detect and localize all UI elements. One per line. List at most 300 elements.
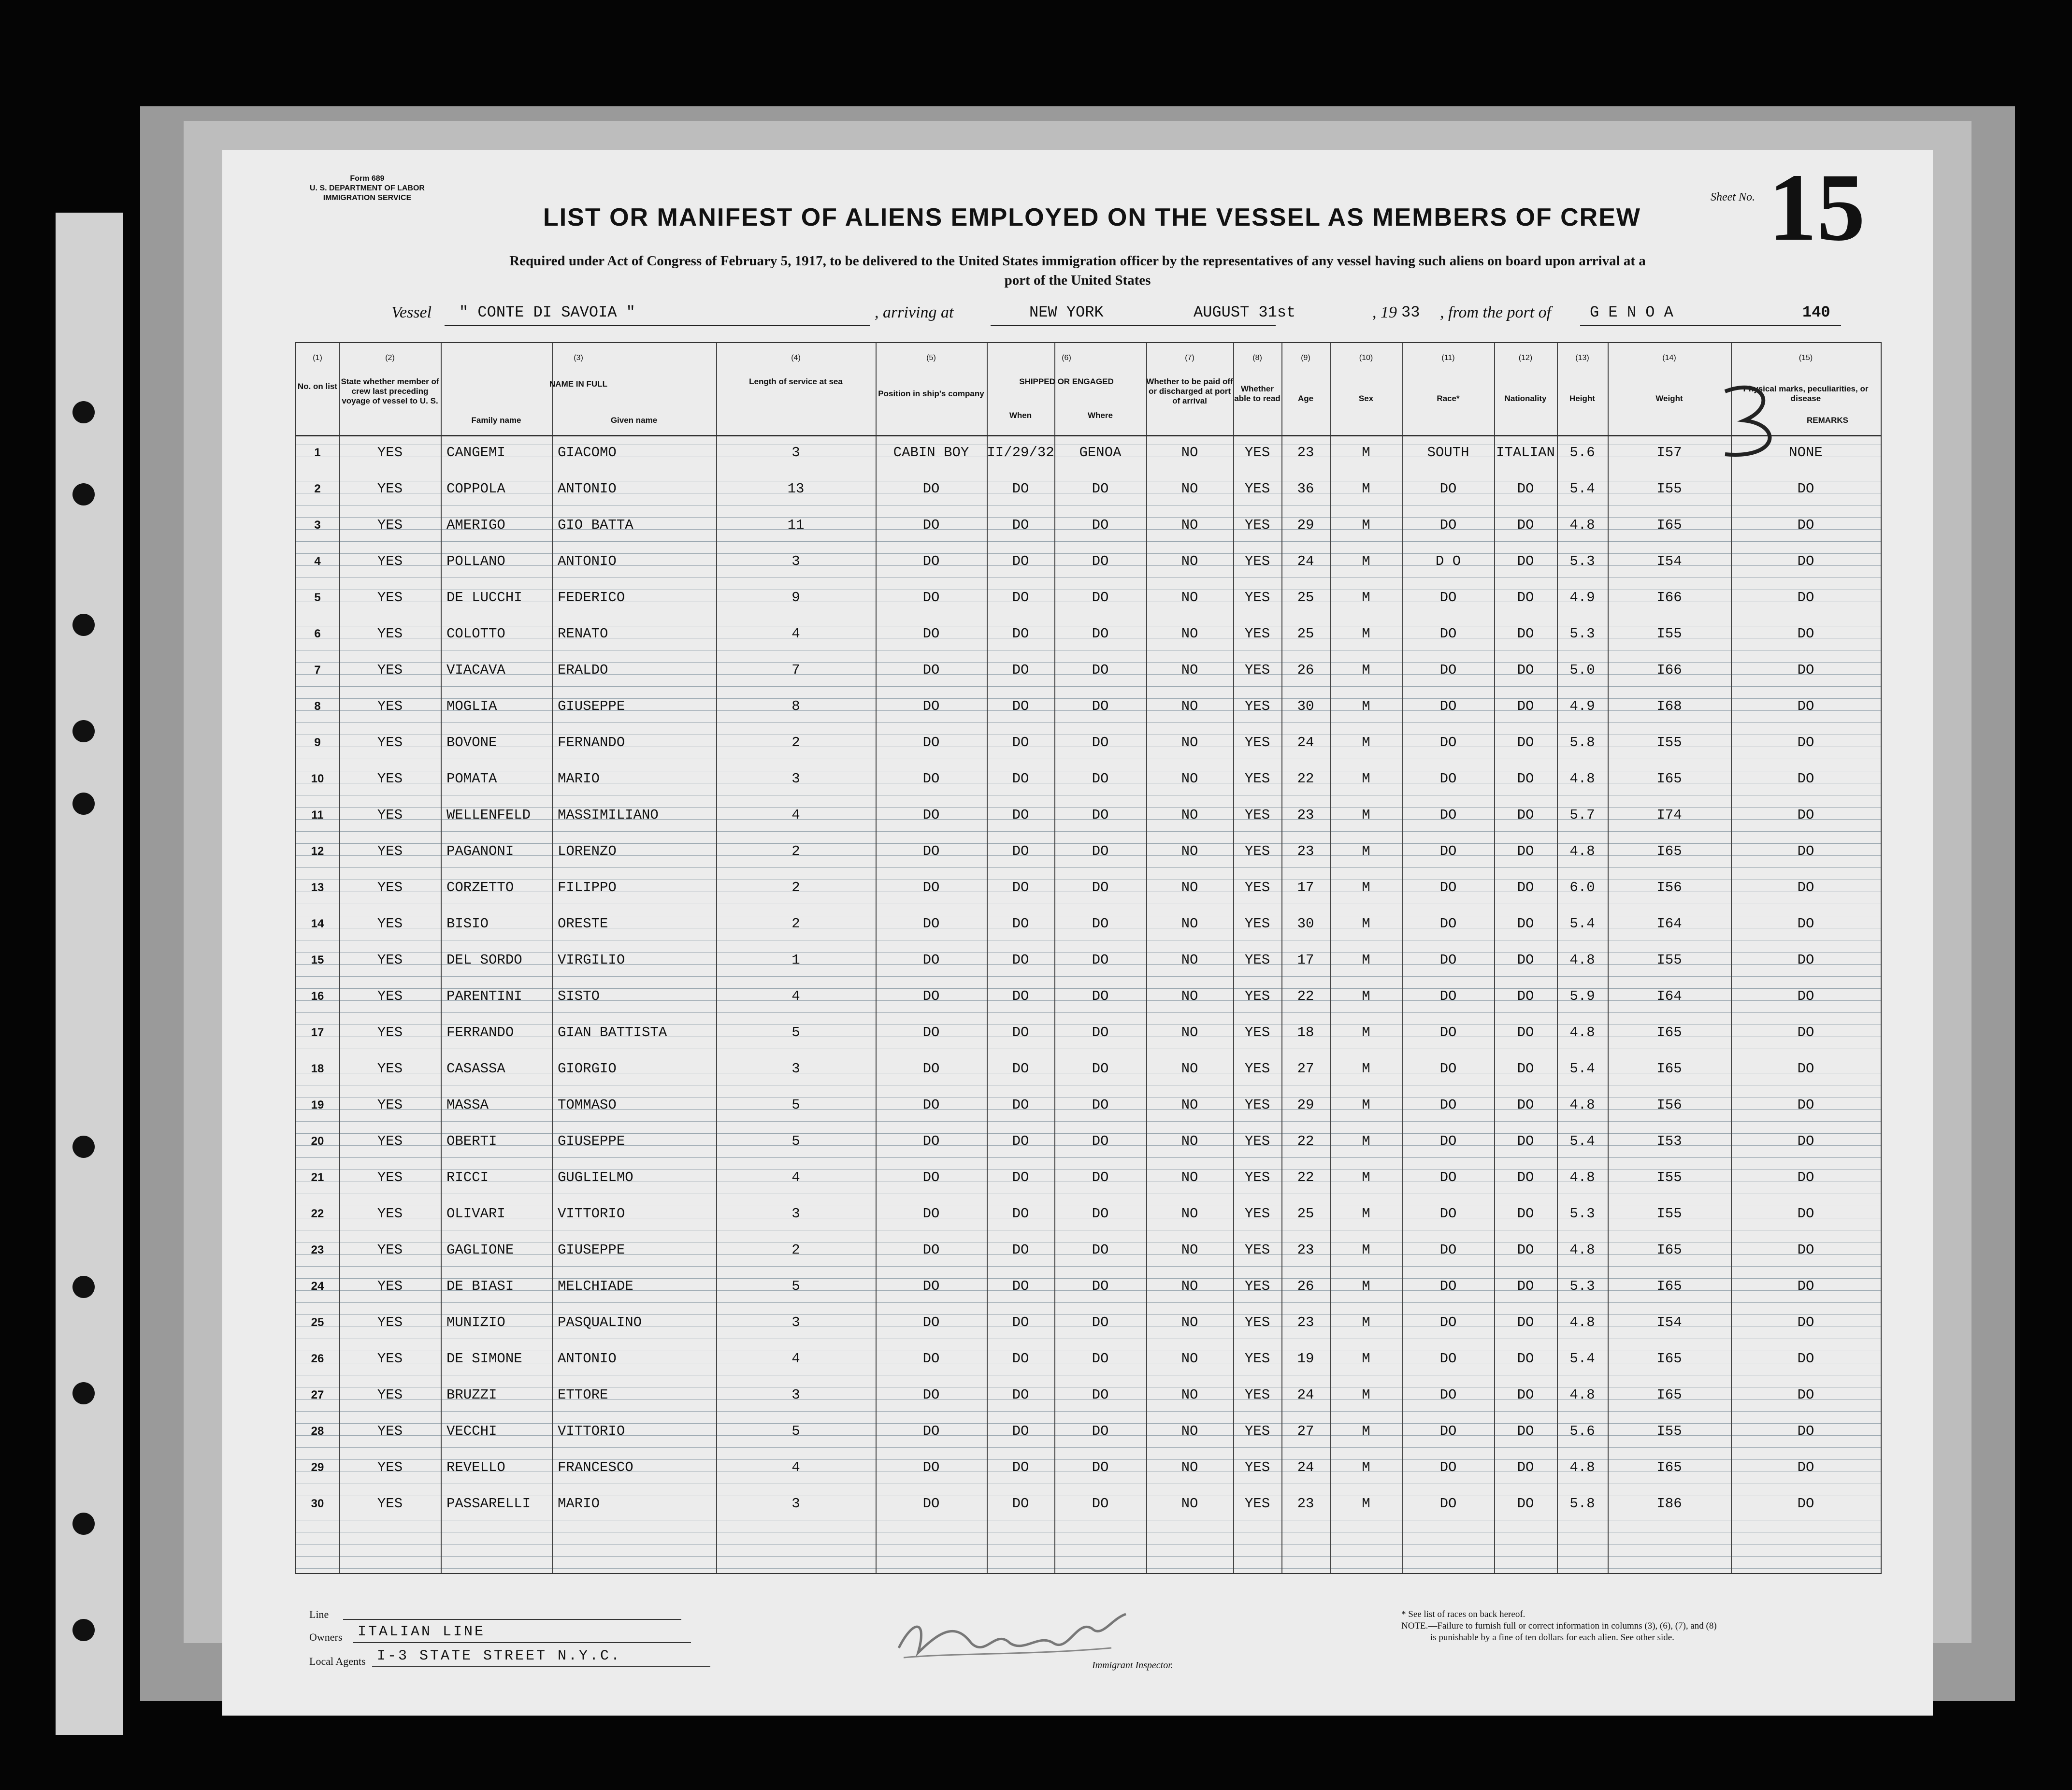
given-name: MARIO [558,1496,600,1512]
given-name: GIAN BATTISTA [558,1025,667,1040]
height: 5.3 [1569,553,1595,569]
nationality: DO [1517,1351,1534,1367]
age: 17 [1297,952,1314,968]
able-to-read: YES [1244,445,1270,461]
length-of-service: 2 [791,880,800,895]
sex: M [1362,735,1370,751]
member-last-voyage: YES [377,1459,403,1475]
nationality: DO [1517,916,1534,932]
height: 4.9 [1569,698,1595,714]
weight: I55 [1656,735,1682,751]
given-name: TOMMASO [558,1097,617,1113]
column-number: (2) [385,354,395,362]
paid-off: NO [1181,698,1198,714]
weight: I53 [1656,1133,1682,1149]
race: DO [1439,843,1457,859]
age: 23 [1297,1242,1314,1258]
family-name: PASSARELLI [446,1496,531,1512]
shipped-where: DO [1092,1097,1109,1113]
member-last-voyage: YES [377,698,403,714]
header-length-of-service: Length of service at sea [749,377,843,386]
nationality: DO [1517,1387,1534,1403]
race: D O [1435,553,1461,569]
nationality: ITALIAN [1496,445,1555,461]
shipped-where: DO [1092,952,1109,968]
shipped-when: DO [1012,771,1029,787]
form-line: Form 689 [350,174,385,183]
length-of-service: 3 [791,1387,800,1403]
nationality: DO [1517,952,1534,968]
row-number: 20 [311,1135,324,1148]
nationality: DO [1517,1061,1534,1077]
physical-marks: DO [1797,1351,1814,1367]
shipped-when: DO [1012,1387,1029,1403]
sex: M [1362,1314,1370,1330]
race: DO [1439,590,1457,606]
able-to-read: YES [1244,1387,1270,1403]
paid-off: NO [1181,481,1198,497]
position: DO [922,698,940,714]
paid-off: NO [1181,1423,1198,1439]
age: 36 [1297,481,1314,497]
shipped-where: DO [1092,553,1109,569]
position: DO [922,807,940,823]
physical-marks: DO [1797,1242,1814,1258]
race: DO [1439,1423,1457,1439]
weight: I86 [1656,1496,1682,1512]
member-last-voyage: YES [377,735,403,751]
family-name: RICCI [446,1169,489,1185]
shipped-when: DO [1012,1025,1029,1040]
able-to-read: YES [1244,1133,1270,1149]
length-of-service: 4 [791,988,800,1004]
able-to-read: YES [1244,553,1270,569]
length-of-service: 3 [791,1314,800,1330]
race: DO [1439,1278,1457,1294]
weight: I55 [1656,952,1682,968]
position: DO [922,735,940,751]
sex: M [1362,553,1370,569]
paid-off: NO [1181,916,1198,932]
age: 22 [1297,1169,1314,1185]
shipped-when: DO [1012,1169,1029,1185]
length-of-service: 8 [791,698,800,714]
age: 23 [1297,1314,1314,1330]
age: 24 [1297,553,1314,569]
shipped-where: DO [1092,916,1109,932]
shipped-when: DO [1012,916,1029,932]
arriving-label: , arriving at [875,303,954,321]
column-number: (12) [1518,354,1533,362]
physical-marks: DO [1797,1061,1814,1077]
shipped-when: DO [1012,590,1029,606]
shipped-when: DO [1012,698,1029,714]
column-number: (1) [313,354,322,362]
row-number: 29 [311,1461,324,1474]
length-of-service: 5 [791,1025,800,1040]
shipped-when: DO [1012,880,1029,895]
age: 26 [1297,662,1314,678]
row-number: 14 [311,917,324,930]
paid-off: NO [1181,1387,1198,1403]
weight: I55 [1656,1206,1682,1222]
rule-line [296,1447,1881,1448]
nationality: DO [1517,1278,1534,1294]
shipped-when: DO [1012,843,1029,859]
header-remarks: REMARKS [1807,416,1848,425]
row-number: 9 [314,736,321,749]
race: DO [1439,1314,1457,1330]
shipped-where: DO [1092,843,1109,859]
position: DO [922,626,940,642]
length-of-service: 3 [791,1496,800,1512]
nationality: DO [1517,1133,1534,1149]
given-name: FERNANDO [558,735,625,751]
race: DO [1439,626,1457,642]
arrival-year: 33 [1401,303,1420,321]
rule-line [296,722,1881,723]
column-number: (13) [1575,354,1589,362]
physical-marks: DO [1797,988,1814,1004]
member-last-voyage: YES [377,807,403,823]
paid-off: NO [1181,553,1198,569]
sex: M [1362,1423,1370,1439]
length-of-service: 5 [791,1097,800,1113]
family-name: FERRANDO [446,1025,514,1040]
member-last-voyage: YES [377,1169,403,1185]
shipped-where: DO [1092,517,1109,533]
length-of-service: 11 [787,517,805,533]
race: DO [1439,481,1457,497]
family-name: COPPOLA [446,481,505,497]
paid-off: NO [1181,1459,1198,1475]
given-name: GIACOMO [558,445,617,461]
length-of-service: 3 [791,445,800,461]
vessel-label: Vessel [391,303,432,321]
sex: M [1362,1278,1370,1294]
weight: I66 [1656,662,1682,678]
given-name: GIORGIO [558,1061,617,1077]
sex: M [1362,1133,1370,1149]
shipped-where: DO [1092,662,1109,678]
shipped-where: DO [1092,1351,1109,1367]
position: DO [922,1133,940,1149]
race: SOUTH [1427,445,1469,461]
header-where: Where [1088,411,1113,420]
physical-marks: DO [1797,807,1814,823]
family-name: BRUZZI [446,1387,497,1403]
nationality: DO [1517,1242,1534,1258]
race: DO [1439,1206,1457,1222]
position: DO [922,517,940,533]
length-of-service: 2 [791,1242,800,1258]
shipped-when: DO [1012,553,1029,569]
paid-off: NO [1181,445,1198,461]
weight: I56 [1656,1097,1682,1113]
length-of-service: 3 [791,553,800,569]
weight: I65 [1656,1387,1682,1403]
family-name: BISIO [446,916,489,932]
height: 4.8 [1569,1459,1595,1475]
header-able-to-read: Whether able to read [1234,384,1281,403]
sex: M [1362,1351,1370,1367]
sex: M [1362,1061,1370,1077]
row-number: 30 [311,1497,324,1510]
sex: M [1362,916,1370,932]
shipped-where: DO [1092,1314,1109,1330]
given-name: FRANCESCO [558,1459,633,1475]
rule-line [296,1012,1881,1013]
position: CABIN BOY [893,445,969,461]
row-number: 5 [314,591,321,604]
height: 4.9 [1569,590,1595,606]
header-nationality: Nationality [1504,394,1547,403]
family-name: BOVONE [446,735,497,751]
binder-hole [72,1619,95,1641]
weight: I65 [1656,1025,1682,1040]
able-to-read: YES [1244,807,1270,823]
race: DO [1439,880,1457,895]
height: 5.4 [1569,916,1595,932]
able-to-read: YES [1244,1459,1270,1475]
physical-marks: DO [1797,771,1814,787]
position: DO [922,1351,940,1367]
position: DO [922,988,940,1004]
shipped-when: DO [1012,1133,1029,1149]
length-of-service: 3 [791,1061,800,1077]
length-of-service: 3 [791,771,800,787]
able-to-read: YES [1244,771,1270,787]
row-number: 8 [314,700,321,713]
subtitle [290,251,1865,290]
member-last-voyage: YES [377,952,403,968]
position: DO [922,662,940,678]
family-name: WELLENFELD [446,807,531,823]
row-number: 23 [311,1243,324,1256]
nationality: DO [1517,1206,1534,1222]
paid-off: NO [1181,735,1198,751]
member-last-voyage: YES [377,1025,403,1040]
given-name: FEDERICO [558,590,625,606]
shipped-where: DO [1092,988,1109,1004]
position: DO [922,1278,940,1294]
length-of-service: 4 [791,807,800,823]
able-to-read: YES [1244,1242,1270,1258]
shipped-where: DO [1092,1133,1109,1149]
physical-marks: DO [1797,1496,1814,1512]
rule-line [296,1568,1881,1569]
able-to-read: YES [1244,1206,1270,1222]
binder-hole [72,793,95,815]
family-name: CASASSA [446,1061,505,1077]
age: 30 [1297,698,1314,714]
physical-marks: DO [1797,553,1814,569]
weight: I65 [1656,1061,1682,1077]
age: 30 [1297,916,1314,932]
given-name: MELCHIADE [558,1278,633,1294]
weight: I64 [1656,916,1682,932]
sex: M [1362,626,1370,642]
age: 25 [1297,626,1314,642]
column-number: (14) [1662,354,1676,362]
length-of-service: 1 [791,952,800,968]
departure-port: G E N O A [1590,303,1673,321]
family-name: GAGLIONE [446,1242,514,1258]
column-number: (5) [926,354,936,362]
age: 22 [1297,771,1314,787]
paid-off: NO [1181,1278,1198,1294]
shipped-where: DO [1092,1061,1109,1077]
given-name: SISTO [558,988,600,1004]
row-number: 27 [311,1388,324,1401]
able-to-read: YES [1244,1097,1270,1113]
position: DO [922,1061,940,1077]
position: DO [922,590,940,606]
physical-marks: DO [1797,662,1814,678]
shipped-when: DO [1012,517,1029,533]
member-last-voyage: YES [377,590,403,606]
shipped-where: DO [1092,880,1109,895]
paid-off: NO [1181,590,1198,606]
weight: I55 [1656,626,1682,642]
sex: M [1362,590,1370,606]
height: 4.8 [1569,843,1595,859]
nationality: DO [1517,1496,1534,1512]
rule-line [296,686,1881,687]
row-number: 24 [311,1280,324,1293]
nationality: DO [1517,590,1534,606]
row-number: 21 [311,1171,324,1184]
height: 4.8 [1569,1097,1595,1113]
race: DO [1439,735,1457,751]
paid-off: NO [1181,807,1198,823]
shipped-where: DO [1092,1206,1109,1222]
sex: M [1362,1496,1370,1512]
given-name: VITTORIO [558,1206,625,1222]
member-last-voyage: YES [377,1387,403,1403]
race: DO [1439,662,1457,678]
able-to-read: YES [1244,843,1270,859]
given-name: VITTORIO [558,1423,625,1439]
note-line: is punishable by a fine of ten dollars for each alien. See other side. [1430,1632,1674,1643]
given-name: FILIPPO [558,880,617,895]
given-name: GIUSEPPE [558,1133,625,1149]
left-binding-strip [56,213,123,1735]
weight: I65 [1656,517,1682,533]
row-number: 16 [311,990,324,1003]
weight: I74 [1656,807,1682,823]
position: DO [922,952,940,968]
physical-marks: DO [1797,843,1814,859]
header-height: Height [1569,394,1595,403]
physical-marks: DO [1797,1459,1814,1475]
position: DO [922,843,940,859]
position: DO [922,880,940,895]
member-last-voyage: YES [377,445,403,461]
nationality: DO [1517,698,1534,714]
handwritten-mark-glyph [1711,377,1783,464]
paid-off: NO [1181,517,1198,533]
shipped-where: DO [1092,626,1109,642]
form-line: U. S. DEPARTMENT OF LABOR [310,184,425,192]
nationality: DO [1517,843,1534,859]
able-to-read: YES [1244,481,1270,497]
physical-marks: DO [1797,1387,1814,1403]
sex: M [1362,771,1370,787]
nationality: DO [1517,553,1534,569]
race: DO [1439,1097,1457,1113]
shipped-where: DO [1092,1169,1109,1185]
line-label: Line [309,1608,329,1620]
header-name-in-full: NAME IN FULL [549,379,607,389]
nationality: DO [1517,662,1534,678]
given-name: ORESTE [558,916,608,932]
paid-off: NO [1181,1097,1198,1113]
header-weight: Weight [1655,394,1683,403]
sex: M [1362,1097,1370,1113]
length-of-service: 2 [791,735,800,751]
position: DO [922,1387,940,1403]
shipped-when: DO [1012,1242,1029,1258]
year-prefix: , 19 [1372,303,1397,321]
physical-marks: DO [1797,626,1814,642]
height: 4.8 [1569,1387,1595,1403]
shipped-when: DO [1012,1314,1029,1330]
race: DO [1439,807,1457,823]
row-number: 2 [314,482,321,495]
member-last-voyage: YES [377,517,403,533]
race: DO [1439,916,1457,932]
physical-marks: DO [1797,590,1814,606]
column-number: (8) [1252,354,1262,362]
sex: M [1362,880,1370,895]
column-rule [441,343,442,1573]
sex: M [1362,698,1370,714]
member-last-voyage: YES [377,481,403,497]
sex: M [1362,1459,1370,1475]
nationality: DO [1517,1169,1534,1185]
member-last-voyage: YES [377,1206,403,1222]
height: 5.4 [1569,1133,1595,1149]
member-last-voyage: YES [377,1061,403,1077]
paid-off: NO [1181,662,1198,678]
shipped-when: DO [1012,988,1029,1004]
family-name: MOGLIA [446,698,497,714]
race: DO [1439,1351,1457,1367]
weight: I55 [1656,481,1682,497]
member-last-voyage: YES [377,988,403,1004]
length-of-service: 3 [791,1206,800,1222]
header-given-name: Given name [610,416,658,425]
able-to-read: YES [1244,988,1270,1004]
header-shipped-or-engaged: SHIPPED OR ENGAGED [1019,377,1114,386]
position: DO [922,481,940,497]
paid-off: NO [1181,1242,1198,1258]
given-name: VIRGILIO [558,952,625,968]
footnote: * See list of races on back hereof. [1401,1609,1525,1619]
shipped-when: DO [1012,626,1029,642]
weight: I65 [1656,771,1682,787]
rule-line [296,1121,1881,1122]
member-last-voyage: YES [377,553,403,569]
member-last-voyage: YES [377,843,403,859]
row-number: 7 [314,664,321,677]
paid-off: NO [1181,1496,1198,1512]
header-when: When [1009,411,1032,420]
position: DO [922,1097,940,1113]
shipped-where: DO [1092,1242,1109,1258]
given-name: ANTONIO [558,553,617,569]
